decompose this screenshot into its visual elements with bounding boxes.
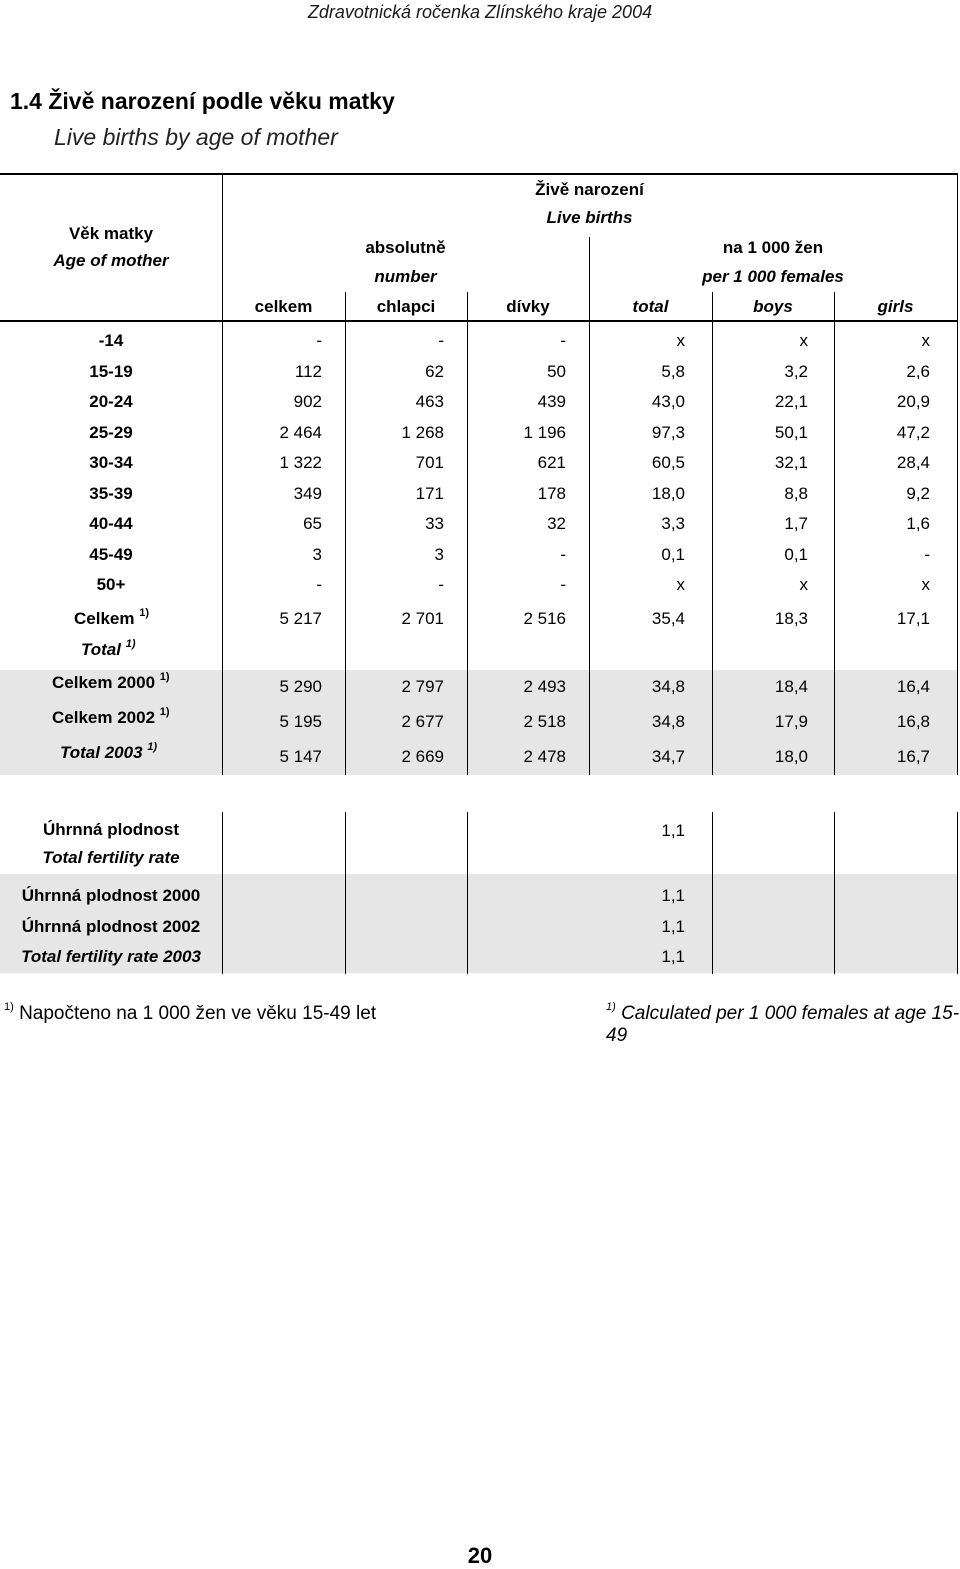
- row-label: 45-49: [89, 544, 133, 564]
- table-cell: 5 217: [279, 609, 322, 628]
- row-label: 35-39: [89, 483, 133, 503]
- table-cell: 2 518: [523, 712, 566, 731]
- fertility-history-label: Úhrnná plodnost 2002: [21, 916, 201, 936]
- table-cell: -: [560, 575, 566, 594]
- table-cell: 62: [425, 361, 444, 381]
- col-header: boys: [753, 297, 793, 316]
- table-cell: 2,6: [906, 361, 930, 381]
- table-cell: 0,1: [661, 544, 685, 564]
- table-cell: 3: [312, 544, 322, 564]
- table-cell: 3,3: [661, 514, 685, 533]
- table-cell: 18,3: [774, 609, 808, 628]
- table-cell: 1,7: [784, 514, 808, 533]
- table-cell: x: [921, 331, 930, 350]
- history-label: Celkem 2002 $^{1)}$: [52, 706, 170, 727]
- table-cell: x: [921, 575, 930, 594]
- table-cell: 701: [415, 453, 444, 472]
- table-cell: 22,1: [774, 392, 808, 411]
- table-cell: 2 464: [279, 422, 322, 442]
- age-header-cs: Věk matky: [68, 224, 154, 243]
- table-cell: -: [560, 544, 566, 564]
- fertility-history-label: Úhrnná plodnost 2000: [21, 886, 201, 905]
- row-label: 50+: [96, 575, 126, 594]
- table-cell: 171: [415, 483, 444, 503]
- table-cell: 5 147: [279, 747, 322, 766]
- history-label: Celkem 2000 $^{1)}$: [52, 671, 170, 692]
- table-cell: 463: [415, 392, 444, 411]
- history-label: Total 2003 $^{1)}$: [60, 741, 158, 762]
- table-cell: 20,9: [896, 392, 930, 411]
- age-header-en: Age of mother: [53, 251, 169, 270]
- table-cell: 349: [293, 483, 322, 503]
- table-cell: 34,7: [651, 747, 685, 766]
- table-cell: 18,0: [774, 747, 808, 766]
- table-cell: 16,4: [896, 677, 930, 696]
- table-cell: 17,1: [896, 609, 930, 628]
- table-cell: 902: [293, 392, 322, 411]
- column-divider: [712, 812, 713, 974]
- column-divider: [467, 812, 468, 974]
- total-label-en: Total $^{1)}$: [81, 638, 136, 659]
- table-cell: 1 322: [279, 453, 322, 472]
- table-cell: 5 290: [279, 677, 322, 696]
- table-cell: 178: [537, 483, 566, 503]
- table-cell: 2 669: [401, 747, 444, 766]
- table-cell: 17,9: [774, 712, 808, 731]
- col-header: dívky: [506, 297, 550, 316]
- row-label: 40-44: [89, 514, 133, 533]
- table-cell: 18,0: [651, 483, 685, 503]
- table-cell: -: [316, 575, 322, 594]
- header-bottom-rule: [0, 320, 958, 322]
- fertility-history-value: 1,1: [661, 886, 685, 905]
- column-divider: [957, 174, 958, 775]
- fertility-value: 1,1: [661, 821, 685, 840]
- table-cell: 3: [434, 544, 444, 564]
- fertility-label-en: Total fertility rate: [42, 848, 180, 867]
- table-cell: -: [924, 544, 930, 564]
- table-cell: 621: [537, 453, 566, 472]
- table-cell: 5 195: [279, 712, 322, 731]
- table-cell: 34,8: [651, 712, 685, 731]
- table-title: 1.4 Živě narození podle věku matky: [10, 88, 395, 114]
- table-cell: 8,8: [784, 483, 808, 503]
- table-cell: 2 797: [401, 677, 444, 696]
- table-cell: 2 701: [401, 609, 444, 628]
- table-cell: x: [676, 575, 685, 594]
- footnote-en: $^{1)}$ Calculated per 1 000 females at age 15-49: [606, 1001, 960, 1046]
- table-cell: 1,6: [906, 514, 930, 533]
- table-cell: 16,7: [896, 747, 930, 766]
- table-cell: 9,2: [906, 483, 930, 503]
- row-label: 15-19: [89, 361, 133, 381]
- table-cell: 33: [425, 514, 444, 533]
- table-cell: 32,1: [774, 453, 808, 472]
- table-cell: 0,1: [784, 544, 808, 564]
- row-label: 20-24: [89, 392, 133, 411]
- table-cell: 2 677: [401, 712, 444, 731]
- table-cell: -: [438, 575, 444, 594]
- table-cell: 5,8: [661, 361, 685, 381]
- table-cell: 16,8: [896, 712, 930, 731]
- table-cell: x: [676, 331, 685, 350]
- group-header-cs: Živě narození: [535, 180, 644, 199]
- column-divider: [222, 812, 223, 974]
- table-cell: 28,4: [896, 453, 930, 472]
- table-cell: 97,3: [651, 422, 685, 442]
- col-header: chlapci: [376, 297, 436, 316]
- per-thousand-header-cs: na 1 000 žen: [722, 238, 824, 257]
- absolute-header-cs: absolutně: [365, 238, 446, 257]
- table-cell: 3,2: [784, 361, 808, 381]
- total-label-cs: Celkem $^{1)}$: [74, 607, 149, 628]
- table-cell: 34,8: [651, 677, 685, 696]
- group-header-en: Live births: [546, 208, 633, 227]
- table-top-rule: [0, 173, 958, 175]
- table-cell: 2 478: [523, 747, 566, 766]
- table-cell: 18,4: [774, 677, 808, 696]
- column-divider: [345, 812, 346, 974]
- footnote-cs: $^{1)}$ Napočteno na 1 000 žen ve věku 15-49 let: [4, 1001, 377, 1024]
- table-cell: 47,2: [896, 422, 930, 442]
- table-cell: x: [799, 331, 808, 350]
- table-cell: 43,0: [651, 392, 685, 411]
- table-cell: -: [560, 331, 566, 350]
- page-header: Zdravotnická ročenka Zlínského kraje 2004: [307, 2, 653, 22]
- absolute-header-en: number: [374, 267, 437, 286]
- table-cell: 1 268: [401, 422, 444, 442]
- table-cell: 50: [547, 361, 566, 381]
- table-cell: x: [799, 575, 808, 594]
- table-cell: -: [316, 331, 322, 350]
- table-cell: -: [438, 331, 444, 350]
- fertility-history-value: 1,1: [661, 916, 685, 936]
- fertility-history-value: 1,1: [661, 947, 685, 966]
- page-number: 20: [467, 1543, 493, 1568]
- table-cell: 2 493: [523, 677, 566, 696]
- table-cell: 32: [547, 514, 566, 533]
- row-label: 25-29: [89, 422, 133, 442]
- row-label: -14: [98, 331, 124, 350]
- table-cell: 439: [537, 392, 566, 411]
- per-thousand-header-en: per 1 000 females: [702, 267, 844, 286]
- table-cell: 112: [294, 361, 322, 381]
- table-cell: 35,4: [651, 609, 685, 628]
- column-divider: [834, 812, 835, 974]
- table-subtitle: Live births by age of mother: [54, 124, 338, 150]
- row-label: 30-34: [89, 453, 133, 472]
- col-header: girls: [877, 297, 914, 316]
- table-cell: 1 196: [523, 422, 566, 442]
- table-cell: 60,5: [651, 453, 685, 472]
- col-header: celkem: [254, 297, 313, 316]
- column-divider: [957, 812, 958, 974]
- fertility-label-cs: Úhrnná plodnost: [43, 820, 179, 839]
- table-cell: 50,1: [774, 422, 808, 442]
- table-cell: 65: [303, 514, 322, 533]
- fertility-history-label: Total fertility rate 2003: [21, 947, 201, 966]
- col-header: total: [632, 297, 669, 316]
- table-cell: 2 516: [523, 609, 566, 628]
